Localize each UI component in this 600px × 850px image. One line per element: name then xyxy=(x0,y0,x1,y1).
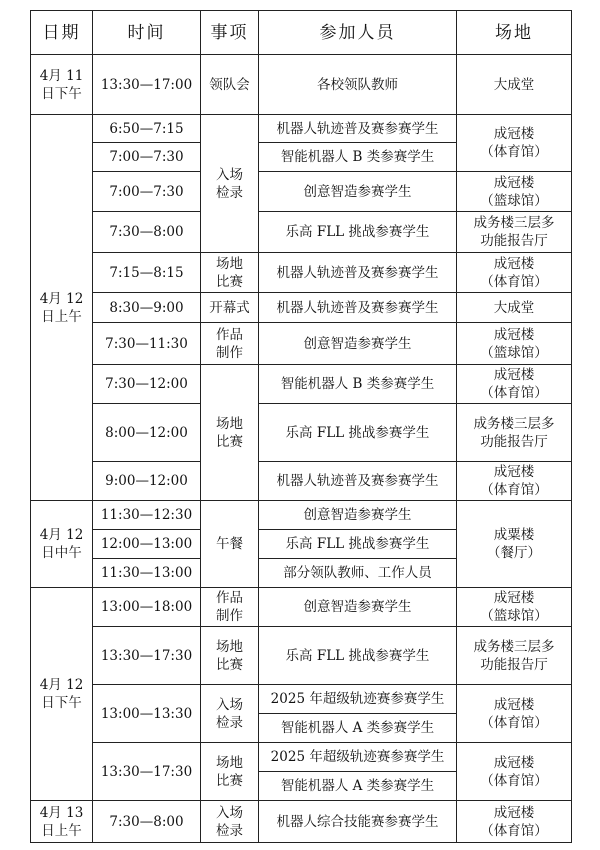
time-cell: 11:30—12:30 xyxy=(93,501,201,530)
time-cell: 13:30—17:00 xyxy=(93,55,201,115)
table-row xyxy=(31,172,572,212)
date-cell: 4月 12 日上午 xyxy=(31,115,93,501)
event-cell: 场地 比赛 xyxy=(201,743,259,801)
event-cell: 入场 检录 xyxy=(201,685,259,743)
table-row xyxy=(31,404,572,462)
event-cell: 作品 制作 xyxy=(201,323,259,365)
participants-cell: 创意智造参赛学生 xyxy=(259,172,457,212)
participants-cell: 创意智造参赛学生 xyxy=(259,323,457,365)
table-row xyxy=(31,55,572,115)
table-row xyxy=(31,801,572,843)
participants-cell: 机器人轨迹普及赛参赛学生 xyxy=(259,253,457,293)
participants-cell: 机器人轨迹普及赛参赛学生 xyxy=(259,293,457,323)
time-cell: 8:30—9:00 xyxy=(93,293,201,323)
participants-cell: 乐高 FLL 挑战参赛学生 xyxy=(259,627,457,685)
venue-cell: 成冠楼 （体育馆） xyxy=(457,365,572,404)
venue-cell: 成冠楼 （体育馆） xyxy=(457,801,572,843)
table-row xyxy=(31,115,572,143)
event-cell: 领队会 xyxy=(201,55,259,115)
participants-cell: 机器人综合技能赛参赛学生 xyxy=(259,801,457,843)
event-cell: 场地 比赛 xyxy=(201,253,259,293)
participants-cell: 机器人轨迹普及赛参赛学生 xyxy=(259,115,457,143)
time-cell: 13:00—18:00 xyxy=(93,588,201,627)
header-venue: 场地 xyxy=(457,11,572,55)
time-cell: 9:00—12:00 xyxy=(93,462,201,501)
participants-cell: 乐高 FLL 挑战参赛学生 xyxy=(259,404,457,462)
table-row xyxy=(31,323,572,365)
venue-cell: 成冠楼 （体育馆） xyxy=(457,685,572,743)
venue-cell: 成冠楼 （体育馆） xyxy=(457,253,572,293)
venue-cell: 成冠楼 （体育馆） xyxy=(457,462,572,501)
time-cell: 7:30—8:00 xyxy=(93,212,201,253)
participants-cell: 智能机器人 A 类参赛学生 xyxy=(259,772,457,801)
participants-cell: 部分领队教师、工作人员 xyxy=(259,559,457,588)
time-cell: 7:00—7:30 xyxy=(93,143,201,172)
header-time: 时间 xyxy=(93,11,201,55)
time-cell: 7:30—11:30 xyxy=(93,323,201,365)
participants-cell: 2025 年超级轨迹赛参赛学生 xyxy=(259,685,457,714)
venue-cell: 大成堂 xyxy=(457,293,572,323)
participants-cell: 创意智造参赛学生 xyxy=(259,501,457,530)
date-cell: 4月 12 日中午 xyxy=(31,501,93,588)
participants-cell: 各校领队教师 xyxy=(259,55,457,115)
header-event: 事项 xyxy=(201,11,259,55)
table-row xyxy=(31,365,572,404)
table-row xyxy=(31,743,572,772)
venue-cell: 大成堂 xyxy=(457,55,572,115)
participants-cell: 2025 年超级轨迹赛参赛学生 xyxy=(259,743,457,772)
table-row xyxy=(31,293,572,323)
event-cell: 作品 制作 xyxy=(201,588,259,627)
venue-cell: 成冠楼 （篮球馆） xyxy=(457,323,572,365)
schedule-table xyxy=(30,10,572,843)
time-cell: 7:15—8:15 xyxy=(93,253,201,293)
participants-cell: 智能机器人 B 类参赛学生 xyxy=(259,365,457,404)
date-cell: 4月 12 日下午 xyxy=(31,588,93,801)
table-row xyxy=(31,501,572,530)
participants-cell: 乐高 FLL 挑战参赛学生 xyxy=(259,212,457,253)
time-cell: 12:00—13:00 xyxy=(93,530,201,559)
event-cell: 午餐 xyxy=(201,501,259,588)
venue-cell: 成冠楼 （篮球馆） xyxy=(457,172,572,212)
event-cell: 开幕式 xyxy=(201,293,259,323)
table-row xyxy=(31,627,572,685)
header-row xyxy=(31,11,572,55)
header-participants: 参加人员 xyxy=(259,11,457,55)
date-cell: 4月 13 日上午 xyxy=(31,801,93,843)
participants-cell: 机器人轨迹普及赛参赛学生 xyxy=(259,462,457,501)
time-cell: 8:00—12:00 xyxy=(93,404,201,462)
venue-cell: 成冠楼 （体育馆） xyxy=(457,743,572,801)
participants-cell: 智能机器人 B 类参赛学生 xyxy=(259,143,457,172)
time-cell: 6:50—7:15 xyxy=(93,115,201,143)
event-cell: 场地 比赛 xyxy=(201,627,259,685)
time-cell: 13:00—13:30 xyxy=(93,685,201,743)
venue-cell: 成粟楼 （餐厅） xyxy=(457,501,572,588)
table-row xyxy=(31,588,572,627)
venue-cell: 成冠楼 （篮球馆） xyxy=(457,588,572,627)
time-cell: 7:30—8:00 xyxy=(93,801,201,843)
time-cell: 7:30—12:00 xyxy=(93,365,201,404)
event-cell: 入场 检录 xyxy=(201,801,259,843)
event-cell: 入场 检录 xyxy=(201,115,259,253)
venue-cell: 成务楼三层多 功能报告厅 xyxy=(457,212,572,253)
participants-cell: 创意智造参赛学生 xyxy=(259,588,457,627)
event-cell: 场地 比赛 xyxy=(201,365,259,501)
time-cell: 7:00—7:30 xyxy=(93,172,201,212)
table-row xyxy=(31,685,572,714)
time-cell: 13:30—17:30 xyxy=(93,627,201,685)
table-row xyxy=(31,253,572,293)
time-cell: 11:30—13:00 xyxy=(93,559,201,588)
venue-cell: 成冠楼 （体育馆） xyxy=(457,115,572,172)
venue-cell: 成务楼三层多 功能报告厅 xyxy=(457,404,572,462)
header-date: 日期 xyxy=(31,11,93,55)
date-cell: 4月 11 日下午 xyxy=(31,55,93,115)
time-cell: 13:30—17:30 xyxy=(93,743,201,801)
table-row xyxy=(31,212,572,253)
venue-cell: 成务楼三层多 功能报告厅 xyxy=(457,627,572,685)
participants-cell: 乐高 FLL 挑战参赛学生 xyxy=(259,530,457,559)
table-row xyxy=(31,462,572,501)
participants-cell: 智能机器人 A 类参赛学生 xyxy=(259,714,457,743)
